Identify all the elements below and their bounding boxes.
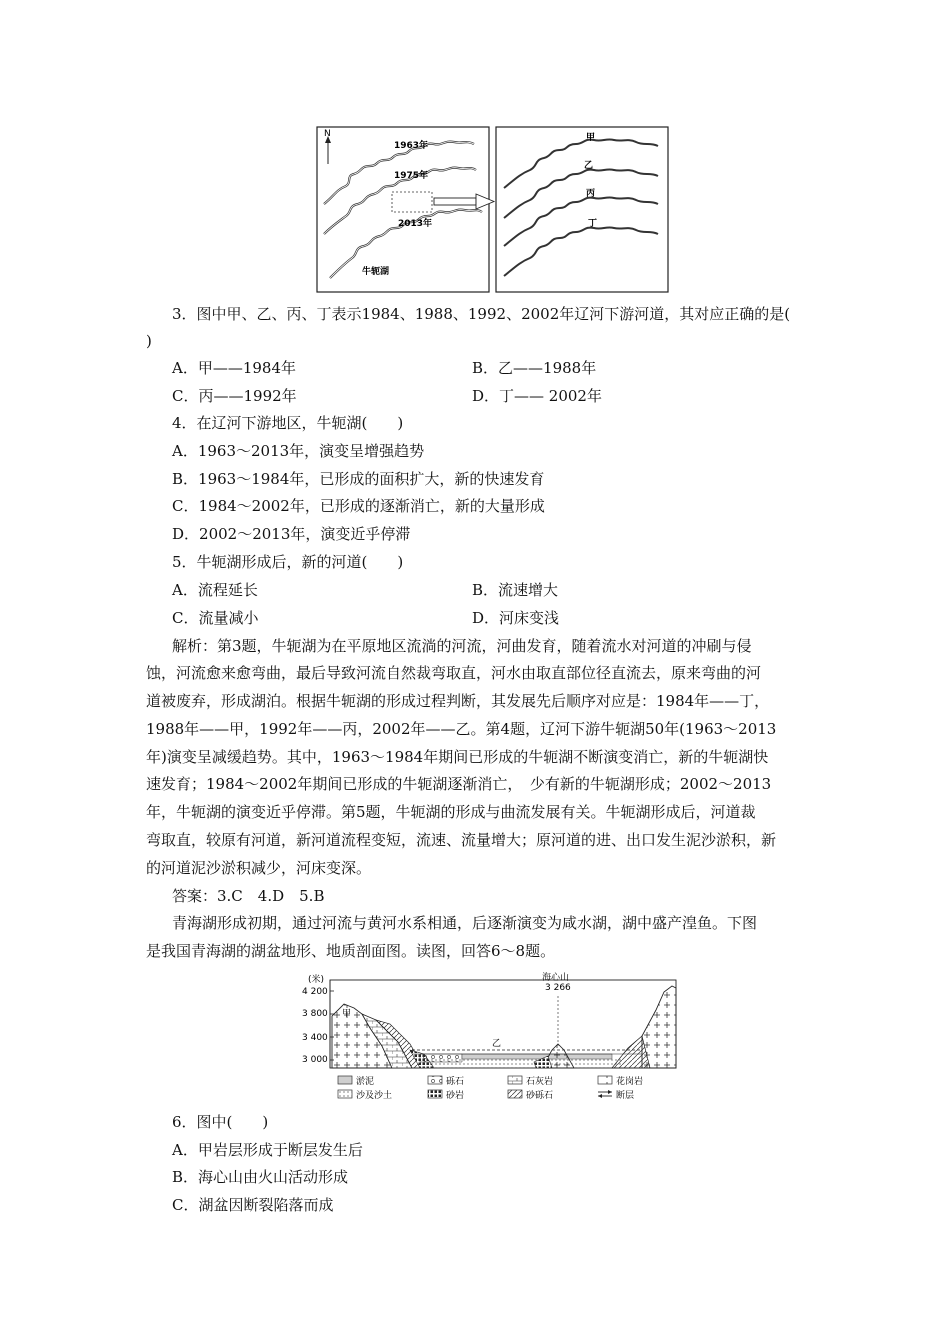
- label-1975: 1975年: [394, 171, 429, 181]
- intro-line: 是我国青海湖的湖盆地形、地质剖面图。读图，回答6～8题。: [146, 942, 556, 960]
- legend-sandstone: 砂岩: [446, 1091, 465, 1101]
- legend-sand: 沙及沙土: [356, 1091, 393, 1101]
- q4-option-c: C．1984～2002年，已形成的逐渐消亡，新的大量形成: [172, 497, 545, 515]
- legend-gravel: 砾石: [446, 1077, 465, 1087]
- legend-sandy-gravel: 砂砾石: [526, 1091, 554, 1101]
- river-channel-figure: [316, 126, 670, 294]
- fault-icon: [598, 1090, 612, 1098]
- lake-silt: [462, 1054, 612, 1059]
- analysis-line: 速发育；1984～2002年期间已形成的牛轭湖逐渐消亡， 少有新的牛轭湖形成；2002～2013: [146, 775, 772, 793]
- label-bing: 丙: [586, 189, 596, 199]
- analysis-line: 的河道泥沙淤积减少，河床变深。: [146, 859, 372, 877]
- analysis-line: 年，牛轭湖的演变近乎停滞。第5题，牛轭湖的形成与曲流发展有关。牛轭湖形成后，河道裁: [146, 803, 756, 821]
- label-1963: 1963年: [394, 141, 429, 151]
- north-label: N: [324, 129, 331, 139]
- legend-silt: 淤泥: [356, 1077, 375, 1087]
- legend-fault: 断层: [616, 1091, 635, 1101]
- label-2013: 2013年: [398, 219, 433, 229]
- q3-stem: 3．图中甲、乙、丙、丁表示1984、1988、1992、2002年辽河下游河道，其对应正确的是(: [172, 305, 791, 323]
- q4-option-d: D．2002～2013年，演变近乎停滞: [172, 525, 411, 543]
- zoom-arrow-shaft: [434, 198, 476, 205]
- q3-option-d: D．丁—— 2002年: [472, 387, 602, 405]
- tick-3400: 3 400: [302, 1033, 328, 1043]
- lake-profile-figure: [302, 970, 682, 1106]
- label-oxbow: 牛轭湖: [362, 267, 390, 277]
- q3-stem-end: ): [146, 332, 152, 350]
- analysis-line: 弯取直，较原有河道，新河道流程变短，流速、流量增大；原河道的进、出口发生泥沙淤积，新: [146, 831, 777, 849]
- peak-name: 海心山: [542, 973, 570, 983]
- answer-line: 答案：3.C 4.D 5.B: [172, 887, 325, 905]
- legend: [338, 1075, 643, 1101]
- q3-option-b: B．乙——1988年: [472, 359, 597, 377]
- q6-option-b: B．海心山由火山活动形成: [172, 1168, 349, 1186]
- label-yi: 乙: [584, 161, 594, 171]
- analysis-line: 年)演变呈减缓趋势。其中，1963～1984年期间已形成的牛轭湖不断演变消亡，新的牛轭湖快: [146, 748, 769, 766]
- tick-4200: 4 200: [302, 987, 328, 997]
- analysis-line: 1988年——甲，1992年——丙，2002年——乙。第4题，辽河下游牛轭湖50年(1963～2013: [146, 720, 777, 738]
- q4-option-b: B．1963～1984年，已形成的面积扩大，新的快速发育: [172, 470, 545, 488]
- peak-height: 3 266: [545, 983, 571, 993]
- analysis-line: 蚀，河流愈来愈弯曲，最后导致河流自然裁弯取直，河水由取直部位径直流去，原来弯曲的河: [146, 664, 762, 682]
- tick-3000: 3 000: [302, 1055, 328, 1065]
- label-ding: 丁: [588, 219, 598, 229]
- label-jia-profile: 甲: [342, 1009, 352, 1019]
- legend-limestone: 石灰岩: [526, 1077, 554, 1087]
- tick-3800: 3 800: [302, 1009, 328, 1019]
- right-granite: [642, 986, 676, 1068]
- q5-option-c: C．流量减小: [172, 609, 259, 627]
- q5-option-b: B．流速增大: [472, 581, 559, 599]
- lake-sand: [422, 1059, 622, 1068]
- intro-line: 青海湖形成初期，通过河流与黄河水系相通，后逐渐演变为咸水湖，湖中盛产湟鱼。下图: [172, 914, 758, 932]
- q4-stem: 4．在辽河下游地区，牛轭湖( ): [172, 414, 404, 432]
- q4-option-a: A．1963～2013年，演变呈增强趋势: [172, 442, 425, 460]
- q3-option-c: C．丙——1992年: [172, 387, 297, 405]
- q6-stem: 6．图中( ): [172, 1113, 269, 1131]
- q3-option-a: A．甲——1984年: [172, 359, 297, 377]
- axis-unit: (米): [308, 975, 325, 985]
- label-jia: 甲: [586, 133, 596, 143]
- q6-option-c: C．湖盆因断裂陷落而成: [172, 1196, 334, 1214]
- analysis-line: 解析：第3题，牛轭湖为在平原地区流淌的河流，河曲发育，随着流水对河道的冲刷与侵: [172, 637, 752, 655]
- label-yi-profile: 乙: [492, 1039, 502, 1049]
- q5-option-a: A．流程延长: [172, 581, 258, 599]
- q6-option-a: A．甲岩层形成于断层发生后: [172, 1141, 363, 1159]
- right-map-panel: [496, 127, 668, 292]
- legend-granite: 花岗岩: [616, 1077, 644, 1087]
- q5-option-d: D．河床变浅: [472, 609, 560, 627]
- q5-stem: 5．牛轭湖形成后，新的河道( ): [172, 553, 404, 571]
- analysis-line: 道被废弃，形成湖泊。根据牛轭湖的形成过程判断，其发展先后顺序对应是：1984年——丁，: [146, 692, 770, 710]
